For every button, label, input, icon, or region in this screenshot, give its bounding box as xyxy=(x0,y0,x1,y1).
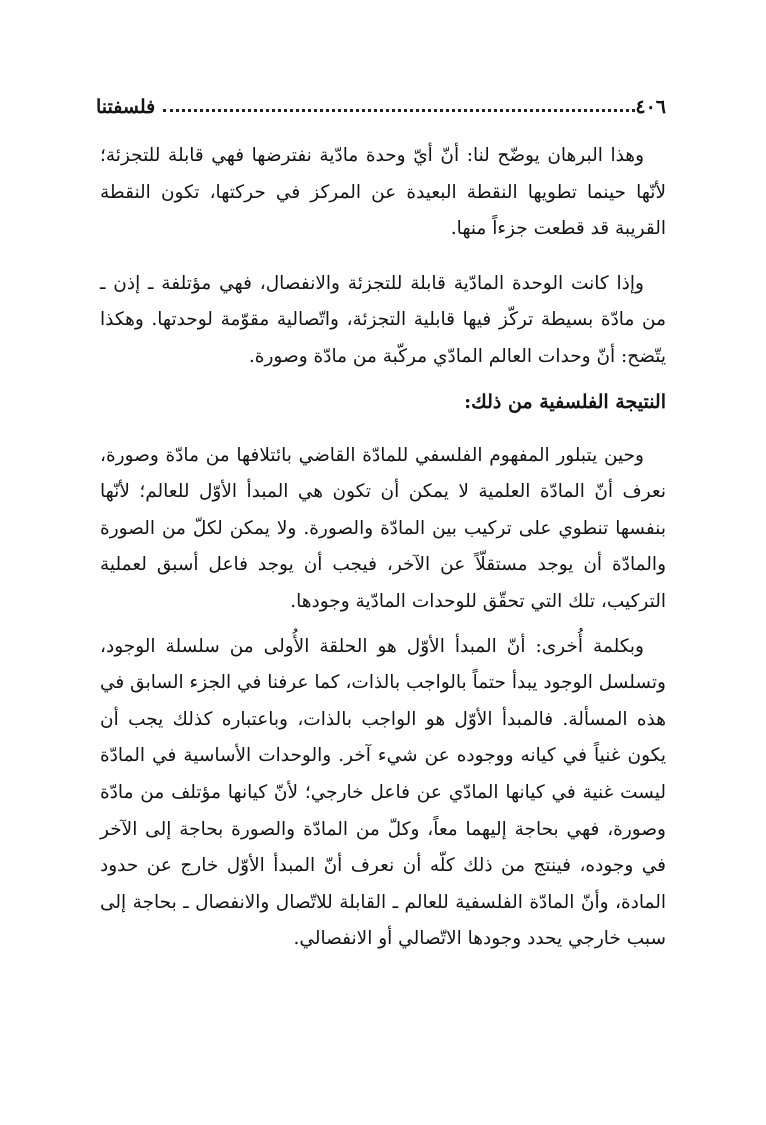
paragraph: وبكلمة أُخرى: أنّ المبدأ الأوّل هو الحلقة الأُولى من سلسلة الوجود، وتسلسل الوجود يبدأ حتماً بالواجب بالذات، كما عرفنا في الجزء السابق في هذه المسألة. فالمبدأ الأوّل هو الواجب بالذات، وباعتباره كذلك يجب أن يكون غنياً في كيانه ووجوده عن شيء آخر. والوحدات الأساسية في المادّة ليست غنية في كيانها المادّي عن فاعل خارجي؛ لأنّ كيانها مؤتلف من مادّة وصورة، فهي بحاجة إليهما معاً، وكلّ من المادّة والصورة بحاجة إلى الآخر في وجوده، فينتج من ذلك كلّه أن نعرف أنّ المبدأ الأوّل خارج عن حدود المادة، وأنّ المادّة الفلسفية للعالم ـ القابلة للاتّصال والانفصال ـ بحاجة إلى سبب خارجي يحدد وجودها الاتّصالي أو الانفصالي. xyxy=(100,635,666,950)
section-heading: النتيجة الفلسفية من ذلك: xyxy=(464,390,666,413)
paragraph: وهذا البرهان يوضّح لنا: أنّ أيّ وحدة مادّية نفترضها فهي قابلة للتجزئة؛ لأنّها حينما تطويها النقطة البعيدة عن المركز في حركتها، تكون النقطة القريبة قد قطعت جزءاً منها. xyxy=(100,145,666,240)
page-number: ٤٠٦ xyxy=(635,96,666,118)
book-title: فلسفتنا xyxy=(96,96,156,118)
paragraph: وحين يتبلور المفهوم الفلسفي للمادّة القاضي بائتلافها من مادّة وصورة، نعرف أنّ المادّة العلمية لا يمكن أن تكون هي المبدأ الأوّل للعالم؛ لأنّها بنفسها تنطوي على تركيب بين المادّة والصورة. ولا يمكن لكلّ من الصورة والمادّة أن يوجد مستقلّاً عن الآخر، فيجب أن يوجد فاعل أسبق لعملية التركيب، تلك التي تحقّق للوحدات المادّية وجودها. xyxy=(100,444,666,612)
paragraph: وإذا كانت الوحدة المادّية قابلة للتجزئة والانفصال، فهي مؤتلفة ـ إذن ـ من مادّة بسيطة تركّز فيها قابلية التجزئة، واتّصالية مقوّمة لوحدتها. وهكذا يتّضح: أنّ وحدات العالم المادّي مركّبة من مادّة وصورة. xyxy=(100,272,666,367)
running-header xyxy=(88,84,666,118)
page-body xyxy=(100,138,666,976)
dotted-leader xyxy=(163,109,635,112)
